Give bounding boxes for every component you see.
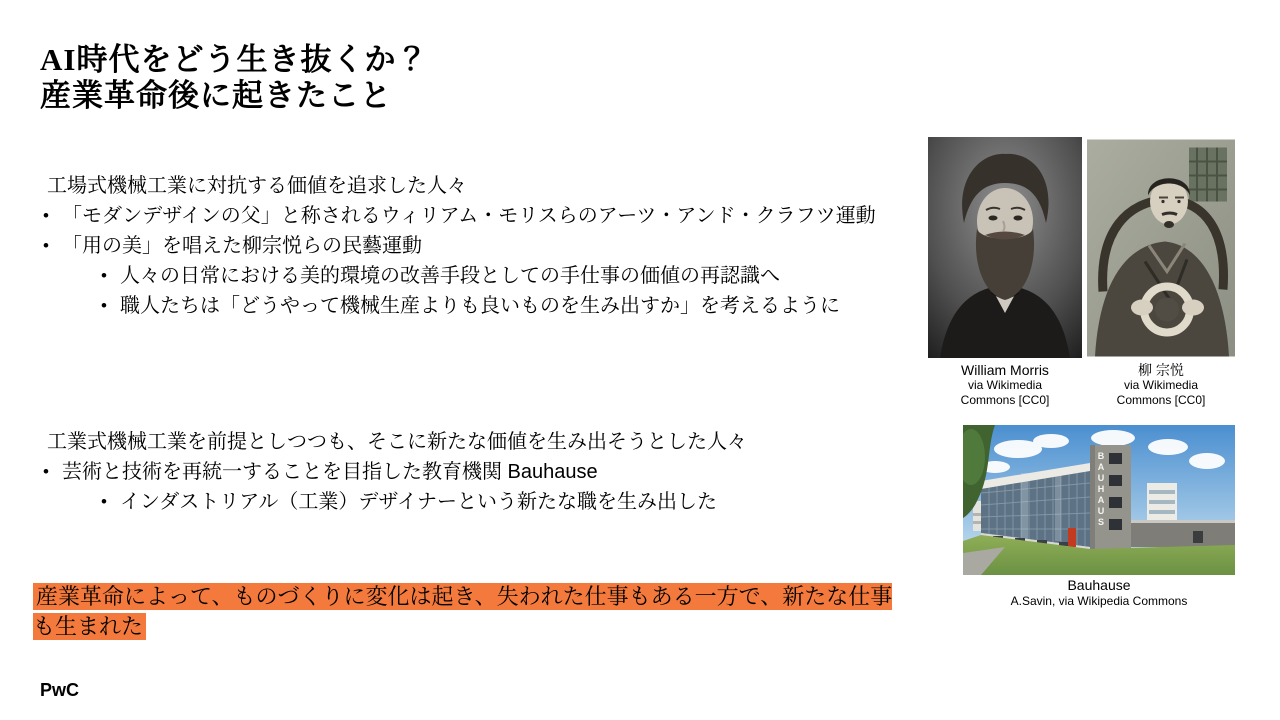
yanagi-portrait-art <box>1087 139 1235 357</box>
caption-credit: A.Savin, via Wikipedia Commons <box>1010 594 1188 608</box>
section-heading: 工場式機械工業に対抗する価値を追求した人々 <box>47 175 467 197</box>
takeaway-highlight: 産業革命によって、ものづくりに変化は起き、失われた仕事もある一方で、新たな仕事も生まれた <box>33 584 893 639</box>
caption-name: 柳 宗悦 <box>1138 362 1184 378</box>
caption-name: Bauhause <box>1067 577 1131 593</box>
list-item-text: 職人たちは「どうやって機械生産よりも良いものを生み出すか」を考えるように <box>120 295 840 317</box>
bullet-icon: • <box>101 492 107 511</box>
title-line-2: 産業革命後に起きたこと <box>40 78 392 113</box>
list-item <box>40 457 928 487</box>
list-item <box>40 231 928 261</box>
bullet-icon: • <box>101 266 107 285</box>
morris-portrait-art <box>928 137 1082 358</box>
caption-credit: via Wikimedia <box>1123 378 1198 392</box>
list-subitem <box>98 487 928 517</box>
title-line-1: AI時代をどう生き抜くか？ <box>40 42 429 77</box>
yanagi-caption <box>1087 363 1235 408</box>
bullet-icon: • <box>101 296 107 315</box>
bullet-icon: • <box>43 206 49 225</box>
morris-photo <box>928 137 1082 358</box>
section-acceptance <box>40 427 928 517</box>
caption-credit: via Wikimedia <box>967 378 1042 392</box>
pwc-logo: PwC <box>40 680 80 700</box>
section-opposition <box>40 171 928 321</box>
caption-credit: Commons [CC0] <box>1116 393 1206 407</box>
list-item-text: 「モダンデザインの父」と称されるウィリアム・モリスらのアーツ・アンド・クラフツ運動 <box>62 205 876 227</box>
bauhaus-building-art <box>963 425 1235 575</box>
list-item-text: 「用の美」を唱えた柳宗悦らの民藝運動 <box>62 235 422 257</box>
slide-title <box>40 42 428 114</box>
list-item-text: 芸術と技術を再統一することを目指した教育機関 Bauhause <box>62 461 598 483</box>
list-subitem <box>98 261 928 291</box>
takeaway-banner <box>33 582 905 642</box>
bullet-icon: • <box>43 462 49 481</box>
morris-caption <box>928 363 1082 408</box>
caption-credit: Commons [CC0] <box>960 393 1050 407</box>
list-subitem <box>98 291 928 321</box>
list-item-text: 人々の日常における美的環境の改善手段としての手仕事の価値の再認識へ <box>120 265 780 287</box>
caption-name: William Morris <box>961 362 1049 378</box>
list-item <box>40 201 928 231</box>
list-item-text: インダストリアル（工業）デザイナーという新たな職を生み出した <box>120 491 717 513</box>
bauhaus-photo <box>963 425 1235 575</box>
bauhaus-caption <box>963 577 1235 609</box>
bullet-icon: • <box>43 236 49 255</box>
section-heading: 工業式機械工業を前提としつつも、そこに新たな価値を生み出そうとした人々 <box>47 431 747 453</box>
bauhaus-sign-text: B A U H A U S <box>1097 451 1105 527</box>
yanagi-photo <box>1087 139 1235 357</box>
